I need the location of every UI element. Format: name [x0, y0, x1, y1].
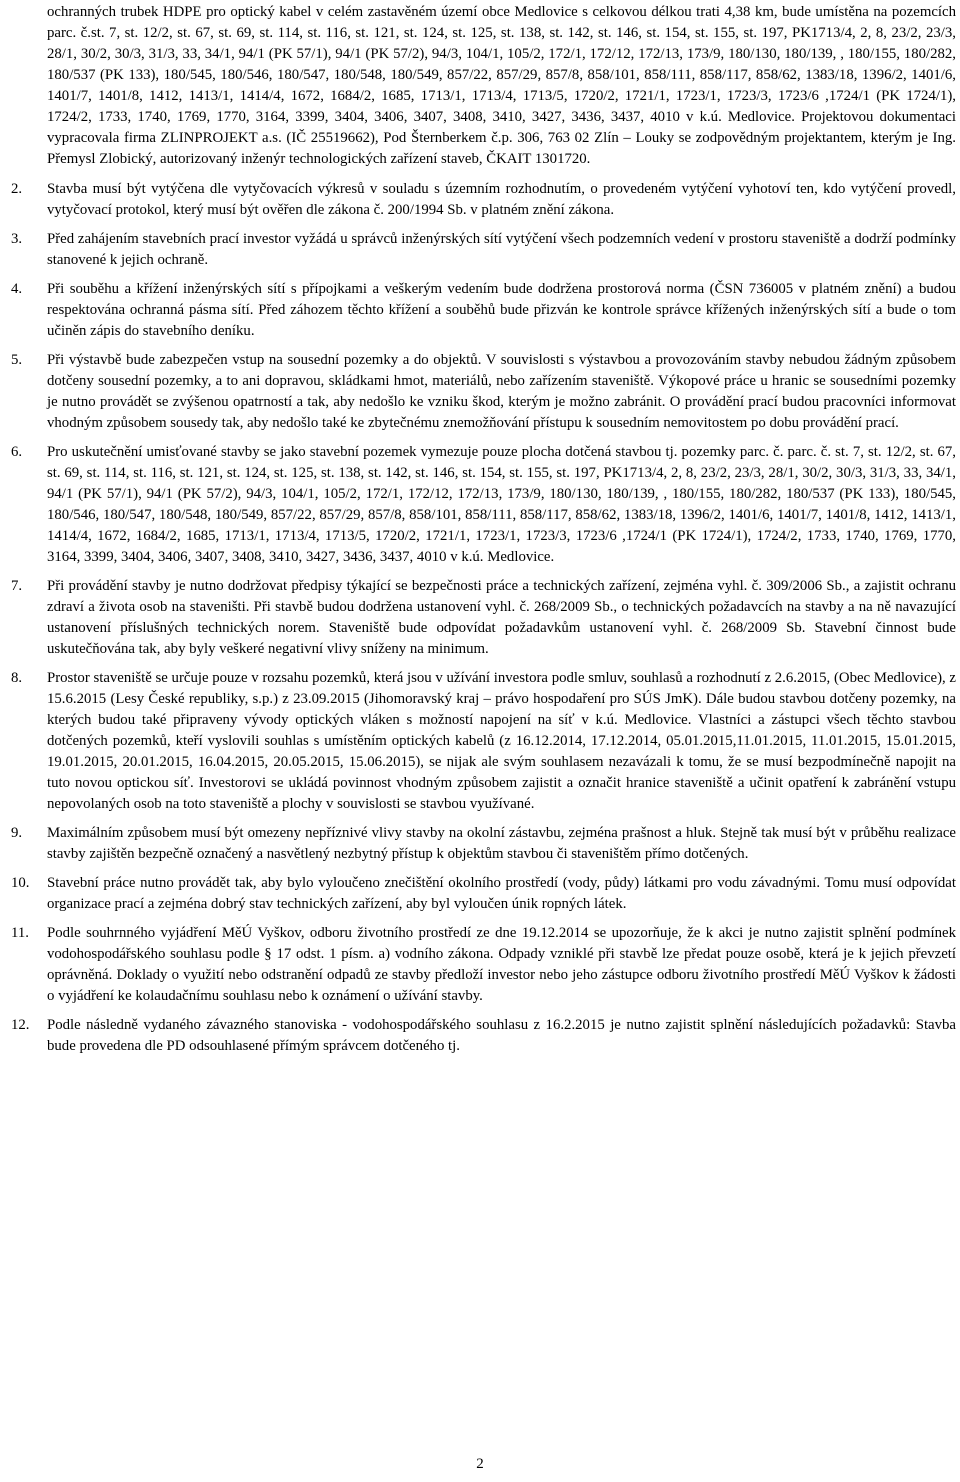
clause-list [11, 179, 956, 1057]
clause-text: Maximálním způsobem musí být omezeny nepříznivé vlivy stavby na okolní zástavbu, zejména prašnost a hluk. Stejně tak musí být v průběhu realizace stavby zajištěn bezpečně označený a nasvětlený nezbytný přístup k objektům stavbou či staveništěm přímo dotčených. [47, 825, 956, 862]
clause-item [11, 1015, 956, 1057]
clause-item [11, 873, 956, 915]
clause-item [11, 923, 956, 1007]
clause-item [11, 668, 956, 815]
clause-number: 4. [11, 281, 23, 297]
clause-item [11, 442, 956, 568]
clause-text: Podle následně vydaného závazného stanoviska - vodohospodářského souhlasu z 16.2.2015 je nutno zajistit splnění následujících požadavků: Stavba bude provedena dle PD odsouhlasené přímým správcem dotčeného tj. [47, 1017, 956, 1054]
clause-text: Při výstavbě bude zabezpečen vstup na sousední pozemky a do objektů. V souvislosti s výstavbou a provozováním stavby nebudou žádným způsobem dotčeny sousední pozemky, a to ani dopravou, skládkami hmot, materiálů, nebo zařízením staveniště. Výkopové práce u hranic se sousedními pozemky je nutno provádět se zvýšenou opatrností a tak, aby nedošlo ke vzniku škod, kterým je možno zabránit. O provádění prací budou pracovníci informovat vhodným způsobem sousedy tak, aby nedošlo také ke zbytečnému znemožňování přístupu k sousedním nemovitostem po dobu provádění prací. [47, 352, 956, 431]
intro-paragraph: ochranných trubek HDPE pro optický kabel v celém zastavěném území obce Medlovice s celkovou délkou trati 4,38 km, bude umístěna na pozemcích parc. č.st. 7, st. 12/2, st. 67, st. 69, st. 114, st. 116, st. 121, st. 124, st. 125, st. 138, st. 142, st. 146, st. 154, st. 155, st. 197, PK1713/4, 2, 8, 23/2, 23/3, 28/1, 30/2, 30/3, 31/3, 33, 34/1, 94/1 (PK 57/1), 94/1 (PK 57/2), 94/3, 104/1, 105/2, 172/1, 172/12, 172/13, 173/9, 180/130, 180/139, , 180/155, 180/282, 180/537 (PK 133), 180/545, 180/546, 180/547, 180/548, 180/549, 857/22, 857/29, 857/8, 858/101, 858/111, 858/117, 858/62, 1383/18, 1396/2, 1401/6, 1401/7, 1401/8, 1412, 1413/1, 1414/4, 1672, 1684/2, 1685, 1713/1, 1713/4, 1713/5, 1720/2, 1721/1, 1723/1, 1723/3, 1723/6 ,1724/1 (PK 1724/1), 1724/2, 1733, 1740, 1769, 1770, 3164, 3399, 3404, 3406, 3407, 3408, 3410, 3427, 3436, 3437, 4010 v k.ú. Medlovice. Projektovou dokumentaci vypracovala firma ZLINPROJEKT a.s. (IČ 25519662), Pod Šternberkem č.p. 306, 763 02 Zlín – Louky se zodpovědným projektantem, kterým je Ing. Přemysl Zlobický, autorizovaný inženýr technologických zařízení staveb, ČKAIT 1301720. [47, 4, 956, 167]
clause-number: 6. [11, 444, 23, 460]
clause-text: Při provádění stavby je nutno dodržovat předpisy týkající se bezpečnosti práce a technických zařízení, zejména vyhl. č. 309/2006 Sb., a zajistit ochranu zdraví a života osob na staveništi. Při stavbě budou dodržena ustanovení vyhl. č. 268/2009 Sb., o technických požadavcích na stavby a na ně navazující ustanovení příslušných technických norem. Staveniště bude odpovídat požadavkům ustanovení vyhl. č. 268/2009 Sb. Stavební činnost bude uskutečňována tak, aby byly veškeré negativní vlivy sníženy na minimum. [47, 578, 956, 657]
clause-text: Stavební práce nutno provádět tak, aby bylo vyloučeno znečištění okolního prostředí (vody, půdy) látkami pro vodu závadnými. Tomu musí odpovídat organizace prací a zejména dobrý stav technických zařízení, aby byl vyloučen únik ropných látek. [47, 875, 956, 912]
clause-text: Před zahájením stavebních prací investor vyžádá u správců inženýrských sítí vytýčení všech podzemních vedení v prostoru staveniště a dodrží podmínky stanovené k jejich ochraně. [47, 231, 956, 268]
clause-item [11, 350, 956, 434]
clause-item [11, 179, 956, 221]
clause-text: Při souběhu a křížení inženýrských sítí s přípojkami a veškerým vedením bude dodržena prostorová norma (ČSN 736005 v platném znění) a budou respektována ochranná pásma sítí. Před záhozem těchto křížení a souběhů bude přizván ke kontrole správce křížených inženýrských sítí a bude o tom učiněn zápis do stavebního deníku. [47, 281, 956, 339]
clause-item [11, 279, 956, 342]
clause-text: Stavba musí být vytýčena dle vytyčovacích výkresů v souladu s územním rozhodnutím, o provedeném vytýčení vyhotoví ten, kdo vytýčení provedl, vytyčovací protokol, který musí být ověřen dle zákona č. 200/1994 Sb. v platném znění zákona. [47, 181, 956, 218]
clause-number: 3. [11, 231, 23, 247]
clause-number: 5. [11, 352, 23, 368]
clause-number: 2. [11, 181, 23, 197]
document-body [11, 2, 956, 1057]
page-number: 2 [476, 1456, 484, 1472]
clause-number: 11. [11, 925, 29, 941]
clause-number: 12. [11, 1017, 30, 1033]
clause-number: 8. [11, 670, 23, 686]
clause-text: Pro uskutečnění umisťované stavby se jako stavební pozemek vymezuje pouze plocha dotčená stavbou tj. pozemky parc. č. parc. č. st. 7, st. 12/2, st. 67, st. 69, st. 114, st. 116, st. 121, st. 124, st. 125, st. 138, st. 142, st. 146, st. 154, st. 155, st. 197, PK1713/4, 2, 8, 23/2, 23/3, 28/1, 30/2, 30/3, 31/3, 33, 34/1, 94/1 (PK 57/1), 94/1 (PK 57/2), 94/3, 104/1, 105/2, 172/1, 172/12, 172/13, 173/9, 180/130, 180/139, , 180/155, 180/282, 180/537 (PK 133), 180/545, 180/546, 180/547, 180/548, 180/549, 857/22, 857/29, 857/8, 858/101, 858/111, 858/117, 858/62, 1383/18, 1396/2, 1401/6, 1401/7, 1401/8, 1412, 1413/1, 1414/4, 1672, 1684/2, 1685, 1713/1, 1713/4, 1713/5, 1720/2, 1721/1, 1723/1, 1723/3, 1723/6 ,1724/1 (PK 1724/1), 1724/2, 1733, 1740, 1769, 1770, 3164, 3399, 3404, 3406, 3407, 3408, 3410, 3427, 3436, 3437, 4010 v k.ú. Medlovice. [47, 444, 956, 565]
clause-text: Prostor staveniště se určuje pouze v rozsahu pozemků, která jsou v užívání investora podle smluv, souhlasů a rozhodnutí z 2.6.2015, (Obec Medlovice), z 15.6.2015 (Lesy České republiky, s.p.) z 23.09.2015 (Jihomoravský kraj – právo hospodaření pro SÚS JmK). Dále budou stavbou dotčeny pozemky, na kterých budou také připraveny vývody optických vláken s možností napojení na síť v k.ú. Medlovice. Vlastníci a zástupci všech těchto stavbou dotčených pozemků, kteří vyslovili souhlas s umístěním optických kabelů (z 16.12.2014, 17.12.2014, 05.01.2015,11.01.2015, 11.01.2015, 15.01.2015, 19.01.2015, 20.01.2015, 16.04.2015, 20.05.2015, 15.06.2015), se nijak ale svým souhlasem nezavázali k tomu, že se musí bezpodmínečně napojit na tuto novou optickou síť. Investorovi se ukládá povinnost vhodným způsobem zajistit a označit hranice staveniště a učinit opatření k zabránění vstupu nepovolaných osob na toto staveniště a plochy v souvislosti se stavbou využívané. [47, 670, 956, 812]
clause-number: 7. [11, 578, 23, 594]
clause-number: 10. [11, 875, 30, 891]
clause-text: Podle souhrnného vyjádření MěÚ Vyškov, odboru životního prostředí ze dne 19.12.2014 se upozorňuje, že k akci je nutno zajistit splnění podmínek vodohospodářského souhlasu podle § 17 odst. 1 písm. a) vodního zákona. Odpady vzniklé při stavbě lze předat pouze osobě, která je k jejich převzetí oprávněná. Doklady o využití nebo odstranění odpadů ze stavby předloží investor nebo jeho zástupce odboru životního prostředí MěÚ Vyškov k žádosti o vyjádření ke kolaudačnímu souhlasu nebo k oznámení o užívání stavby. [47, 925, 956, 1004]
clause-item [11, 576, 956, 660]
clause-number: 9. [11, 825, 23, 841]
clause-item [11, 823, 956, 865]
clause-item [11, 229, 956, 271]
